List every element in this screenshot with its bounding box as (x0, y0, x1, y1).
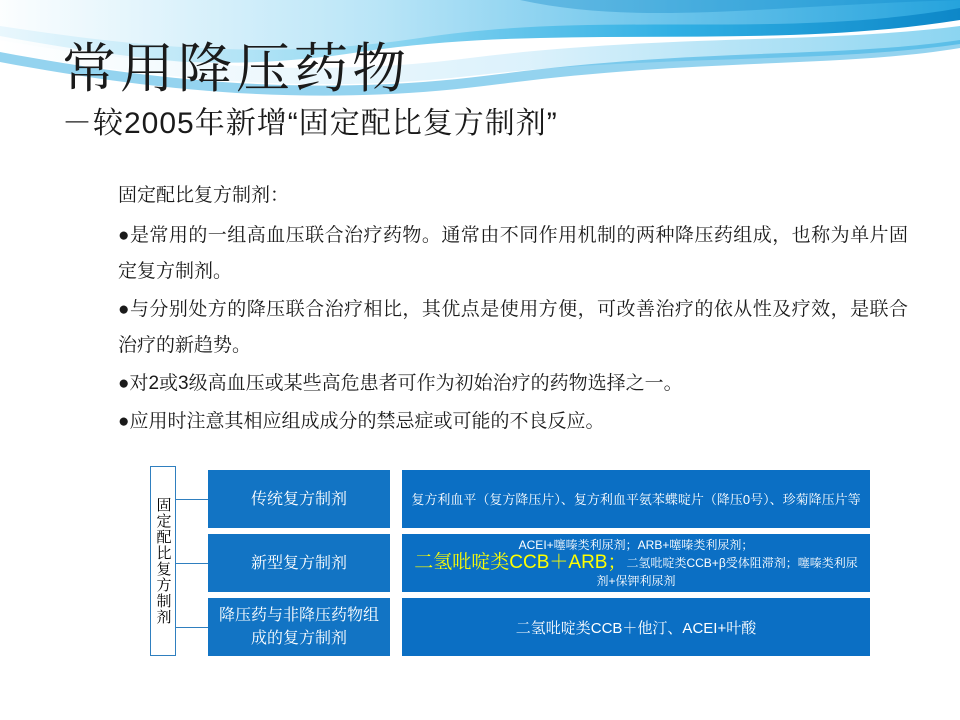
diagram-row-1-label: 传统复方制剂 (208, 470, 390, 528)
title-block (62, 38, 922, 144)
diagram-row-3-label: 降压药与非降压药物组成的复方制剂 (208, 598, 390, 656)
body-lead: 固定配比复方制剂： (118, 185, 290, 206)
diagram-vertical-label-text: 固定配比复方制剂 (154, 497, 172, 625)
diagram (150, 466, 870, 656)
connector-line-2 (176, 563, 208, 564)
diagram-row-3-content: 二氢吡啶类CCB＋他汀、ACEI+叶酸 (402, 598, 870, 656)
connector-line-1 (176, 499, 208, 500)
diagram-row-2-highlight: 二氢吡啶类CCB＋ARB； (414, 552, 627, 573)
diagram-row-2-label: 新型复方制剂 (208, 534, 390, 592)
diagram-vertical-label (150, 466, 176, 656)
diagram-row-1-content: 复方利血平（复方降压片）、复方利血平氨苯蝶啶片（降压0号）、珍菊降压片等 (402, 470, 870, 528)
body-bullet-4: ●应用时注意其相应组成成分的禁忌症或可能的不良反应。 (118, 411, 605, 432)
body-bullet-2: ●与分别处方的降压联合治疗相比，其优点是使用方便，可改善治疗的依从性及疗效，是联合治疗的新趋势。 (118, 299, 908, 356)
diagram-row-2-rest: 二氢吡啶类CCB+β受体阻滞剂；噻嗪类利尿剂+保钾利尿剂 (596, 556, 858, 588)
connector-line-3 (176, 627, 208, 628)
diagram-row-2-content (402, 534, 870, 592)
body-bullet-3: ●对2或3级高血压或某些高危患者可作为初始治疗的药物选择之一。 (118, 373, 683, 394)
page-subtitle: －较2005年新增“固定配比复方制剂” (62, 107, 558, 140)
page-title: 常用降压药物 (62, 39, 410, 99)
body-text (118, 178, 908, 442)
diagram-row-2-line1: ACEI+噻嗪类利尿剂；ARB+噻嗪类利尿剂； (518, 538, 754, 552)
body-bullet-1: ●是常用的一组高血压联合治疗药物。通常由不同作用机制的两种降压药组成，也称为单片固定复方制剂。 (118, 225, 908, 282)
